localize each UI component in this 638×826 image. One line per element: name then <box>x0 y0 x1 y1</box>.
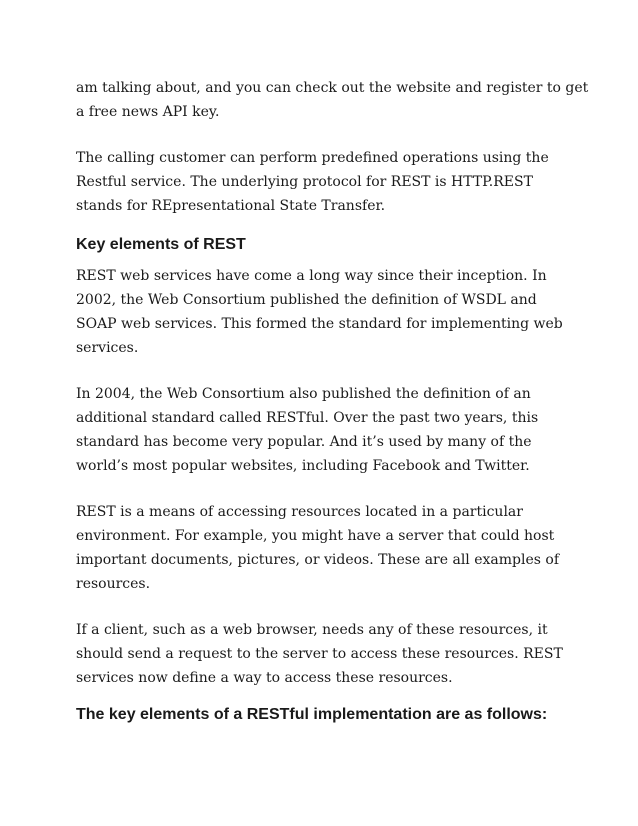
section-heading-key-elements: Key elements of REST <box>76 236 246 253</box>
text-line: standard has become very popular. And it’s used by many of the <box>76 434 532 450</box>
text-line: important documents, pictures, or videos. These are all examples of <box>76 552 559 568</box>
text-line: services now define a way to access these resources. <box>76 670 453 686</box>
text-line: REST web services have come a long way since their inception. In <box>76 268 547 284</box>
text-line: am talking about, and you can check out the website and register to get <box>76 80 589 96</box>
text-line: resources. <box>76 576 151 592</box>
text-line: world’s most popular websites, including Facebook and Twitter. <box>76 458 530 474</box>
text-line: environment. For example, you might have a server that could host <box>76 528 555 544</box>
section-heading-restful-implementation: The key elements of a RESTful implementation are as follows: <box>76 706 548 723</box>
paragraph-resources <box>76 500 576 596</box>
text-line: Restful service. The underlying protocol for REST is HTTP.REST <box>76 174 533 190</box>
text-line: In 2004, the Web Consortium also published the definition of an <box>76 386 531 402</box>
text-line: should send a request to the server to access these resources. REST <box>76 646 563 662</box>
paragraph-client-requests <box>76 618 576 690</box>
paragraph-api-key <box>76 76 589 124</box>
text-line: stands for REpresentational State Transfer. <box>76 198 386 214</box>
text-line: The calling customer can perform predefined operations using the <box>76 150 549 166</box>
paragraph-history <box>76 264 576 360</box>
text-line: SOAP web services. This formed the standard for implementing web <box>76 316 563 332</box>
text-line: services. <box>76 340 139 356</box>
document-body <box>76 76 589 726</box>
text-line: a free news API key. <box>76 104 220 120</box>
text-line: 2002, the Web Consortium published the definition of WSDL and <box>76 292 537 308</box>
paragraph-restful-standard <box>76 382 576 478</box>
paragraph-restful-service <box>76 146 576 218</box>
text-line: additional standard called RESTful. Over the past two years, this <box>76 410 539 426</box>
text-line: If a client, such as a web browser, needs any of these resources, it <box>76 622 548 638</box>
text-line: REST is a means of accessing resources located in a particular <box>76 504 523 520</box>
